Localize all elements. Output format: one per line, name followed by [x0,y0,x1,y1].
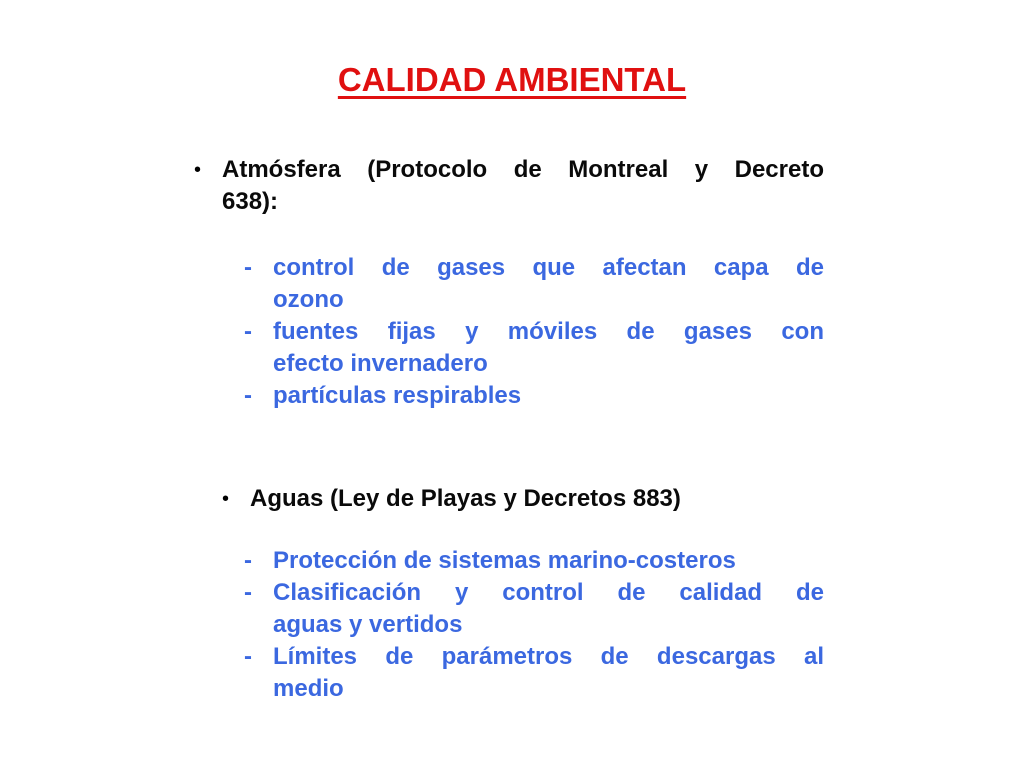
list-item-line2: ozono [273,286,344,313]
bullet-icon: • [194,159,202,181]
list-item-line2: efecto invernadero [273,350,488,377]
list-item-line1: Límites de parámetros de descargas al [273,643,824,670]
section-heading [250,483,824,515]
sub-list [244,252,824,412]
list-item [244,252,824,316]
list-item [244,641,824,705]
section-heading-line1: Aguas (Ley de Playas y Decretos 883) [250,485,681,512]
list-item-line2: aguas y vertidos [273,611,463,638]
section-heading-line1: Atmósfera (Protocolo de Montreal y Decreto [222,156,824,183]
list-item [244,577,824,641]
list-item-line1: partículas respirables [273,382,522,409]
sub-list [244,545,824,705]
list-item [244,545,824,577]
section-heading-line2: 638): [222,188,279,215]
slide-title: CALIDAD AMBIENTAL [337,61,687,98]
dash-marker: - [244,547,252,574]
section-heading [222,154,824,218]
dash-marker: - [244,318,252,345]
list-item-line2: medio [273,675,344,702]
list-item-line1: control de gases que afectan capa de [273,254,824,281]
list-item [244,316,824,380]
dash-marker: - [244,382,252,409]
dash-marker: - [244,643,252,670]
list-item-line1: fuentes fijas y móviles de gases con [273,318,824,345]
list-item-line1: Protección de sistemas marino-costeros [273,547,736,574]
dash-marker: - [244,579,252,606]
dash-marker: - [244,254,252,281]
list-item [244,380,824,412]
bullet-icon: • [222,488,230,510]
list-item-line1: Clasificación y control de calidad de [273,579,824,606]
